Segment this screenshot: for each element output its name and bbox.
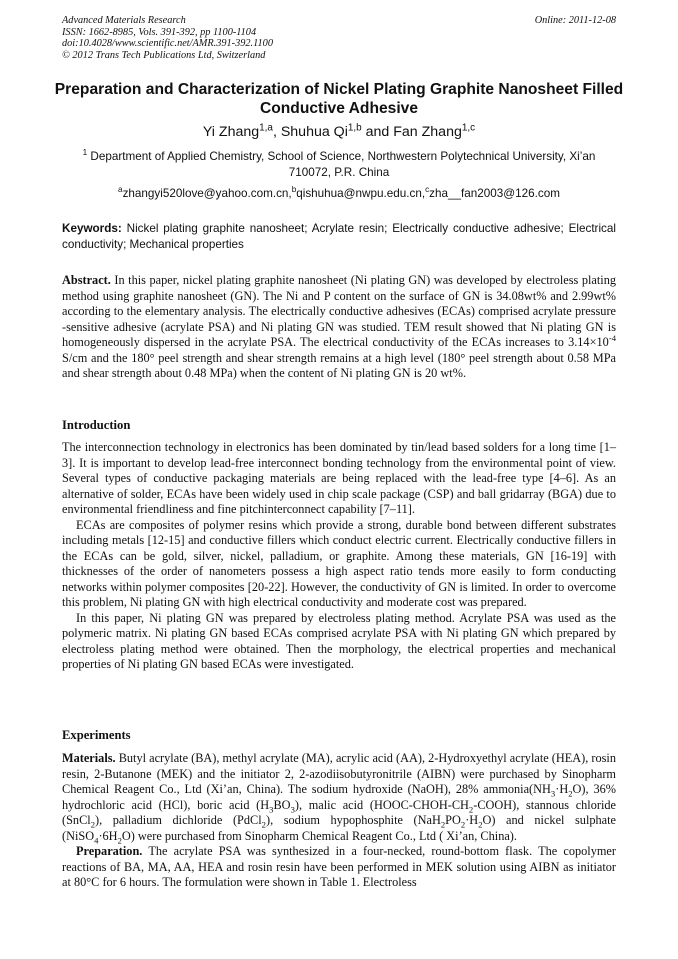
materials-paragraph bbox=[62, 751, 616, 844]
text-run: -COOH), stannous chloride (SnCl bbox=[62, 797, 616, 827]
keywords-label: Keywords: bbox=[62, 222, 122, 235]
subscript: 2 bbox=[117, 834, 122, 845]
email-line bbox=[62, 186, 616, 201]
subscript: 4 bbox=[94, 834, 99, 845]
experiments-body bbox=[62, 751, 616, 891]
preparation-text: The acrylate PSA was synthesized in a four-necked, round-bottom flask. The copolymer reactions of BA, MA, AA, HEA and rosin resin have been performed in MEK solution using AIBN as initiator at 80°C for 6 hours. The formulation were shown in Table 1. Electroless bbox=[62, 844, 616, 889]
paper-title: Preparation and Characterization of Nickel Plating Graphite Nanosheet Filled Conductive Adhesive bbox=[54, 81, 624, 117]
author-name: Yi Zhang bbox=[202, 124, 260, 140]
online-date: Online: 2011-12-08 bbox=[534, 15, 616, 26]
text-run: BO bbox=[273, 797, 291, 812]
author-affil-mark: 1,b bbox=[347, 122, 362, 134]
text-run: ), sodium hypophosphite (NaH bbox=[265, 813, 441, 827]
text-run: ·6H bbox=[98, 828, 118, 843]
keywords-text: Nickel plating graphite nanosheet; Acrylate resin; Electrically conductive adhesive; Electrical conductivity; Mechanical properties bbox=[62, 222, 616, 251]
subscript: 2 bbox=[468, 803, 474, 814]
abstract bbox=[62, 273, 616, 382]
subscript: 2 bbox=[460, 819, 466, 830]
text-run: ·H bbox=[465, 813, 479, 827]
preparation-label: Preparation. bbox=[76, 844, 143, 858]
journal-name: Advanced Materials Research bbox=[62, 15, 186, 26]
subscript: 3 bbox=[269, 803, 274, 814]
email-address: qishuhua@nwpu.edu.cn, bbox=[296, 187, 426, 200]
email-mark: c bbox=[425, 185, 430, 195]
subscript: 2 bbox=[440, 819, 446, 830]
text-run: ), malic acid (HOOC-CHOH-CH bbox=[294, 797, 469, 812]
text-run: ), palladium dichloride (PdCl bbox=[95, 813, 262, 827]
copyright-line: © 2012 Trans Tech Publications Ltd, Switzerland bbox=[62, 49, 266, 61]
author-name: Shuhua Qi bbox=[280, 124, 348, 140]
preparation-paragraph bbox=[62, 844, 616, 891]
affiliation-mark: 1 bbox=[82, 148, 88, 158]
email-mark: a bbox=[118, 185, 123, 195]
text-run: ·H bbox=[555, 782, 569, 796]
text-run: Butyl acrylate (BA), methyl acrylate (MA), acrylic acid (AA), 2-Hydroxyethyl acrylate (HEA), rosin resin, 2-Butanone (MEK) and the initiator 2, 2-azodiisobutyronitrile (AIBN) were purchased by Sinopharm Chemical Reagent Co., Ltd (Xi’an, China). The sodium hydroxide (NaOH), 28% ammonia(NH bbox=[62, 751, 616, 796]
text-run: O) were purchased from Sinopharm Chemical Reagent Co., Ltd ( Xi’an, China). bbox=[121, 828, 517, 843]
doi-line: doi:10.4028/www.scientific.net/AMR.391-392.1100 bbox=[62, 38, 273, 50]
introduction-heading: Introduction bbox=[62, 418, 131, 432]
abstract-text: In this paper, nickel plating graphite nanosheet (Ni plating GN) was developed by electroless plating method using graphite nanosheet (GN). The Ni and P content on the surface of GN is 34.08wt% and 2.99wt% according to the elementary analysis. The electrically conductive adhesives (ECAs) comprised acrylate pressure -sensitive adhesive (acrylate PSA) and Ni plating GN was studied. TEM result showed that Ni plating GN is homogeneously dispersed in the acrylate PSA. The electrical conductivity of the ECAs increases to 3.14×10 bbox=[62, 273, 616, 349]
text-run: PO bbox=[445, 813, 461, 827]
text-run: O), 36% hydrochloric acid (HCl), boric acid (H bbox=[62, 782, 617, 812]
author-affil-mark: 1,c bbox=[461, 122, 476, 134]
subscript: 2 bbox=[478, 819, 483, 830]
keywords bbox=[62, 221, 616, 253]
affiliation-text: Department of Applied Chemistry, School of Science, Northwestern Polytechnical University, Xi’an 710072, P.R. China bbox=[87, 150, 596, 179]
subscript: 3 bbox=[550, 788, 556, 799]
email-mark: b bbox=[291, 185, 297, 195]
issn-line: ISSN: 1662-8985, Vols. 391-392, pp 1100-1104 bbox=[62, 26, 257, 38]
abstract-exponent: -4 bbox=[608, 332, 616, 343]
email-address: zha__fan2003@126.com bbox=[429, 187, 560, 200]
abstract-label: Abstract. bbox=[62, 273, 111, 287]
subscript: 2 bbox=[568, 788, 573, 799]
journal-header bbox=[62, 15, 616, 61]
subscript: 2 bbox=[90, 819, 96, 830]
author-name: Fan Zhang bbox=[393, 124, 462, 140]
paragraph: In this paper, Ni plating GN was prepared by electroless plating method. Acrylate PSA was used as the polymeric matrix. Ni plating GN based ECAs comprised acrylate PSA with Ni plating GN which prepared by electroless plating method were obtained. Then the morphology, the electrical properties and mechanical properties of Ni plating GN based ECAs were investigated. bbox=[62, 610, 616, 671]
email-address: zhangyi520love@yahoo.com.cn, bbox=[122, 187, 292, 200]
subscript: 3 bbox=[290, 803, 295, 814]
author-affil-mark: 1,a bbox=[259, 122, 273, 134]
experiments-heading: Experiments bbox=[62, 728, 131, 742]
materials-label: Materials. bbox=[62, 751, 116, 765]
subscript: 2 bbox=[261, 819, 266, 830]
introduction-body bbox=[62, 440, 616, 673]
abstract-text-cont: S/cm and the 180° peel strength and shear strength remains at a high level (180° peel strength about 0.58 MPa and shear strength about 0.48 MPa) when the content of Ni plating GN is 20 wt%. bbox=[62, 350, 616, 380]
paragraph: The interconnection technology in electronics has been dominated by tin/lead based solders for a long time [1–3]. It is important to develop lead-free interconnect bonding technology from the environmental point of view. Several types of conductive packaging materials are being replaced with the lead-free type [4–6]. As an alternative of solder, ECAs have been widely used in chip scale package (CSP) and ball gridarray (BGA) due to environmental friendliness and fine pitchinterconnect capability [7–11]. bbox=[62, 440, 616, 516]
paragraph: ECAs are composites of polymer resins which provide a strong, durable bond between different substrates including metals [12-15] and conductive fillers which conduct electric current. Electrically conductive fillers in the ECAs can be gold, silver, nickel, palladium, or graphite. Among these materials, GN [16-19] with thicknesses of the order of nanometers possess a high aspect ratio tends more easily to form conducting networks within polymer composites [20-22]. However, the conductivity of GN is limited. In order to overcome this problem, Ni plating GN with high electrical conductivity and moderate cost was prepared. bbox=[62, 517, 616, 609]
text-run: O) and nickel sulphate (NiSO bbox=[62, 813, 616, 843]
affiliation bbox=[62, 149, 616, 180]
author-list: Yi Zhang$^{1,a}$, Shuhua Qi$^{1,b}$ and Fan Zhang$^{1,c}$ bbox=[202, 122, 476, 140]
